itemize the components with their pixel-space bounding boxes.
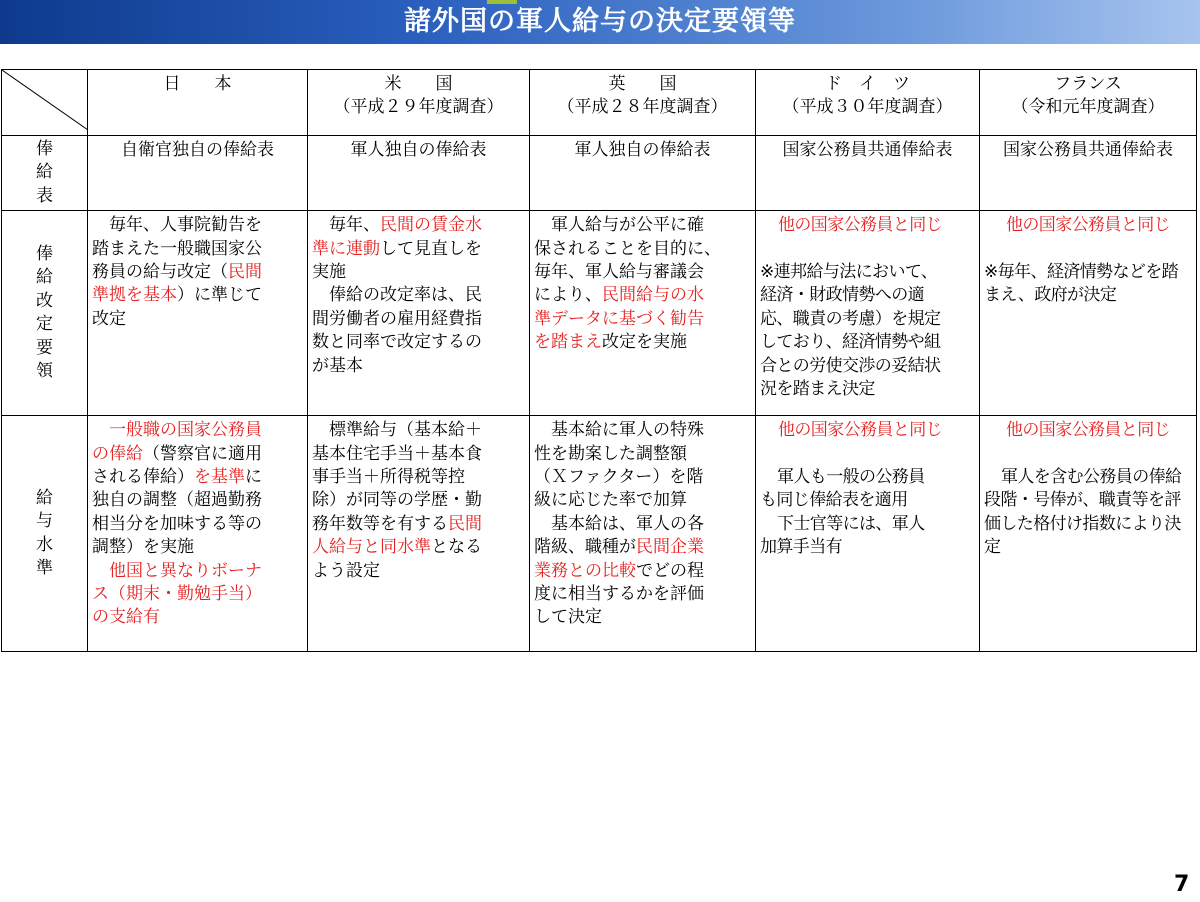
- header-japan: 日 本: [88, 70, 308, 136]
- level-germany: 他の国家公務員と同じ 軍人も一般の公務員 も同じ俸給表を適用 下士官等には、軍人 加算手当有: [756, 416, 980, 652]
- page-number: 7: [1174, 872, 1190, 897]
- salary-table-germany: 国家公務員共通俸給表: [756, 136, 980, 211]
- row-label-revision: 俸 給 改 定 要 領: [2, 211, 88, 416]
- header-france: フランス （令和元年度調査）: [980, 70, 1197, 136]
- salary-table-france: 国家公務員共通俸給表: [980, 136, 1197, 211]
- page-title: 諸外国の軍人給与の決定要領等: [404, 6, 796, 37]
- header-row: [2, 70, 1197, 136]
- revision-row: [2, 211, 1197, 416]
- header-uk: 英 国 （平成２８年度調査）: [530, 70, 756, 136]
- row-label-level: 給 与 水 準: [2, 416, 88, 652]
- header-us: 米 国 （平成２９年度調査）: [308, 70, 530, 136]
- corner-cell: [2, 70, 88, 136]
- level-uk: 基本給に軍人の特殊 性を勘案した調整額 （Ｘファクター）を階 級に応じた率で加算 基本給は、軍人の各 階級、職種が民間企業 業務との比較でどの程 度に相当するかを評価 して決定: [530, 416, 756, 652]
- revision-germany: 他の国家公務員と同じ ※連邦給与法において、 経済・財政情勢への適 応、職責の考慮）を規定 しており、経済情勢や組 合との労使交渉の妥結状 況を踏まえ決定: [756, 211, 980, 416]
- revision-japan: 毎年、人事院勧告を 踏まえた一般職国家公 務員の給与改定（民間 準拠を基本）に準じて 改定: [88, 211, 308, 416]
- revision-uk: 軍人給与が公平に確 保されることを目的に、 毎年、軍人給与審議会 により、民間給与の水 準データに基づく勧告 を踏まえ改定を実施: [530, 211, 756, 416]
- salary-table-row: [2, 136, 1197, 211]
- revision-france: 他の国家公務員と同じ ※毎年、経済情勢などを踏 まえ、政府が決定: [980, 211, 1197, 416]
- salary-table-japan: 自衛官独自の俸給表: [88, 136, 308, 211]
- row-label-salary-table: 俸 給 表: [2, 136, 88, 211]
- salary-table-us: 軍人独自の俸給表: [308, 136, 530, 211]
- level-us: 標準給与（基本給＋ 基本住宅手当＋基本食 事手当＋所得税等控 除）が同等の学歴・勤 務年数等を有する民間 人給与と同水準となる よう設定: [308, 416, 530, 652]
- header-germany: ド イ ツ （平成３０年度調査）: [756, 70, 980, 136]
- comparison-table: [1, 69, 1197, 652]
- salary-table-uk: 軍人独自の俸給表: [530, 136, 756, 211]
- revision-us: 毎年、民間の賃金水 準に連動して見直しを 実施 俸給の改定率は、民 間労働者の雇用経費指 数と同率で改定するの が基本: [308, 211, 530, 416]
- level-france: 他の国家公務員と同じ 軍人を含む公務員の俸給 段階・号俸が、職責等を評 価した格付け指数により決 定: [980, 416, 1197, 652]
- corner-diagonal: [2, 70, 88, 130]
- level-japan: 一般職の国家公務員 の俸給（警察官に適用 される俸給）を基準に 独自の調整（超過勤務 相当分を加味する等の 調整）を実施 他国と異なりボーナ ス（期末・勤勉手当） の支給有: [88, 416, 308, 652]
- level-row: [2, 416, 1197, 652]
